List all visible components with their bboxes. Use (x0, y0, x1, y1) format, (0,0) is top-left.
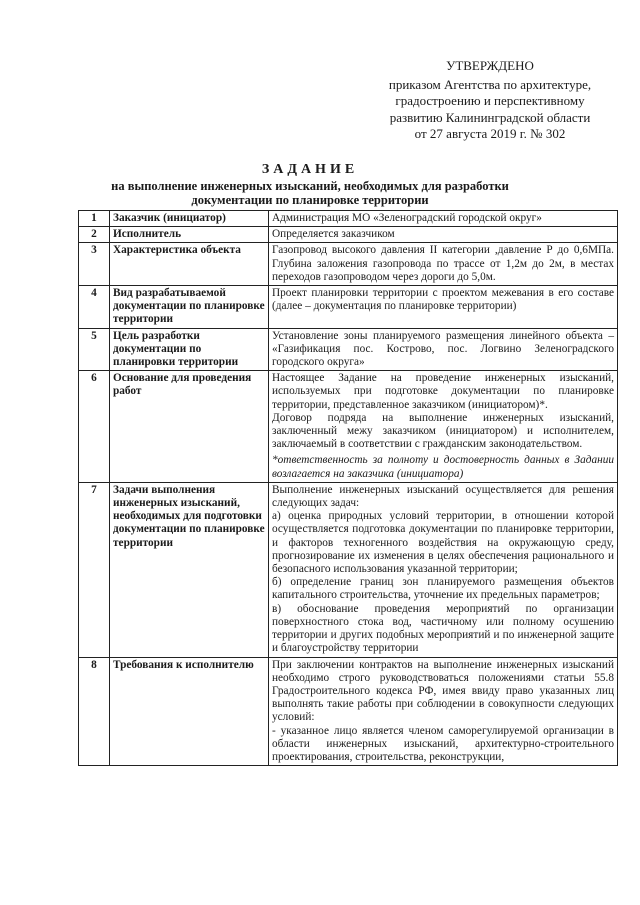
row-value (269, 286, 618, 329)
value-paragraph: Установление зоны планируемого размещения линейного объекта – «Газификация пос. Кострово, пос. Логвино Зеленоградского городского округа» (272, 329, 614, 369)
value-paragraph: в) обоснование проведения мероприятий по организации поверхностного стока вод, частичному или полному осушению территории и других подобных мероприятий и по инженерной защите и благоустройству территории (272, 602, 614, 655)
document-title (80, 163, 540, 207)
value-paragraph: б) определение границ зон планируемого размещения объектов капитального строительства, уточнение их предельных параметров; (272, 576, 614, 602)
value-paragraph: а) оценка природных условий территории, в отношении которой осуществляется подготовка документации по планировке территории, и факторов техногенного воздействия на окружающую среду, прогнозирование их изменения в целях обеспечения рационального и безопасного использования указанной территории; (272, 510, 614, 576)
row-value (269, 371, 618, 483)
row-label: Цель разработки документации по планировки территории (110, 328, 269, 371)
table-row (79, 243, 618, 286)
approval-line: градостроению и перспективному (395, 93, 585, 108)
responsibility-note: *ответственность за полноту и достоверность данных в Задании возлагается на заказчика (инициатора) (272, 454, 614, 480)
row-number: 8 (79, 657, 110, 766)
table-row (79, 371, 618, 483)
row-number: 2 (79, 227, 110, 243)
table-row (79, 328, 618, 371)
title-sub: на выполнение инженерных изысканий, необходимых для разработки (111, 179, 509, 193)
row-value (269, 227, 618, 243)
row-number: 4 (79, 286, 110, 329)
row-label: Заказчик (инициатор) (110, 211, 269, 227)
row-number: 6 (79, 371, 110, 483)
value-paragraph: Договор подряда на выполнение инженерных изысканий, заключенный межу заказчиком (инициатором) и исполнителем, заключаемый в соответствии с гражданским законодательством. (272, 411, 614, 451)
value-paragraph: Выполнение инженерных изысканий осуществляется для решения следующих задач: (272, 483, 614, 510)
row-value (269, 328, 618, 371)
row-number: 7 (79, 482, 110, 657)
approval-line: развитию Калининградской области (389, 109, 591, 125)
row-value (269, 657, 618, 766)
row-label: Характеристика объекта (110, 243, 269, 286)
table-row (79, 211, 618, 227)
task-table (78, 210, 618, 766)
value-paragraph: - указанное лицо является членом саморегулируемой организации в области инженерных изысканий, архитектурно-строительного проектирования, строительства, реконструкции, (272, 724, 614, 763)
table-row (79, 286, 618, 329)
title-sub: документации по планировке территории (191, 193, 429, 207)
approval-line: от 27 августа 2019 г. № 302 (414, 126, 566, 141)
row-label: Основание для проведения работ (110, 371, 269, 483)
approval-line: приказом Агентства по архитектуре, (388, 76, 592, 92)
approval-heading: УТВЕРЖДЕНО (446, 58, 534, 73)
row-label: Исполнитель (110, 227, 269, 243)
table-row (79, 482, 618, 657)
row-label: Вид разрабатываемой документации по планировке территории (110, 286, 269, 329)
row-value (269, 243, 618, 286)
value-paragraph: Администрация МО «Зеленоградский городской округ» (272, 212, 542, 224)
value-paragraph: При заключении контрактов на выполнение инженерных изысканий необходимо строго руководствоваться положениями статьи 55.8 Градостроительного кодекса РФ, имея ввиду право указанных лиц выполнять такие работы при соблюдении в совокупности следующих условий: (272, 658, 614, 724)
table-row (79, 657, 618, 766)
row-label: Задачи выполнения инженерных изысканий, необходимых для подготовки документации по планировке территории (110, 482, 269, 657)
row-value (269, 211, 618, 227)
row-number: 1 (79, 211, 110, 227)
value-paragraph: Проект планировки территории с проектом межевания в его составе (далее – документация по планировке территории) (272, 287, 614, 313)
value-paragraph: Определяется заказчиком (272, 228, 395, 241)
table-row (79, 227, 618, 243)
row-label: Требования к исполнителю (110, 657, 269, 766)
title-main: ЗАДАНИЕ (261, 162, 359, 177)
row-value (269, 482, 618, 657)
value-paragraph: Газопровод высокого давления II категории ,давление Р до 0,6МПа. Глубина заложения газопровода по трассе от 1,2м до 2м, в местах переходов газопроводом через дороги до 5,0м. (272, 244, 614, 283)
value-paragraph: Настоящее Задание на проведение инженерных изысканий, используемых при подготовке документации по планировке территории, представленное заказчиком (инициатором)*. (272, 372, 614, 411)
row-number: 3 (79, 243, 110, 286)
approval-stamp (370, 58, 610, 143)
row-number: 5 (79, 328, 110, 371)
